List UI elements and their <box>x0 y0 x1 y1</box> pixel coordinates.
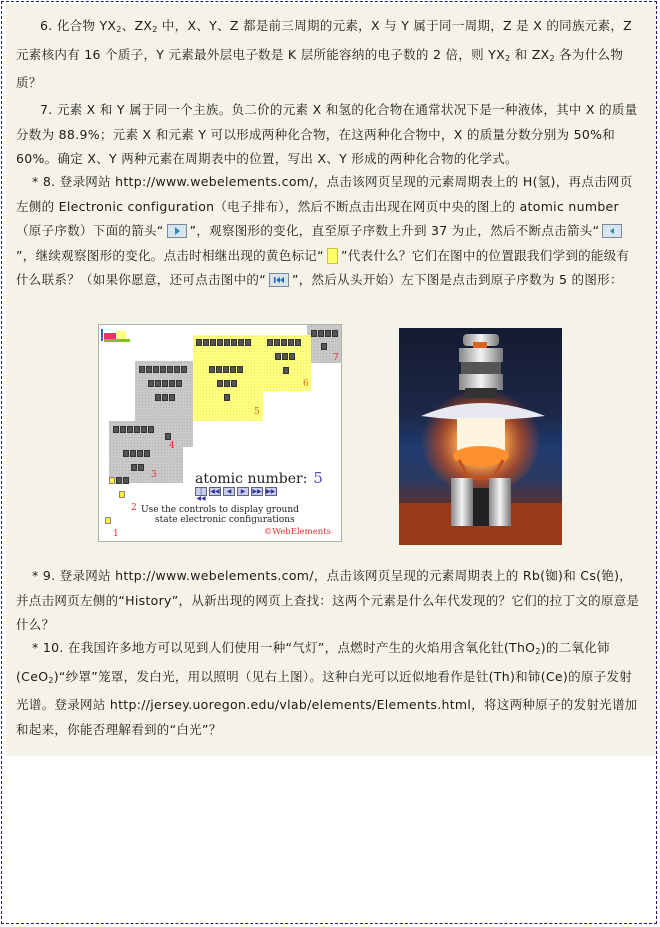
atomic-number-label: atomic number: 5 <box>195 469 323 487</box>
q6-number: 6. <box>40 18 53 33</box>
yellow-marker-icon <box>327 248 338 264</box>
rewind-start-icon <box>269 273 289 287</box>
shell-number-2: 2 <box>131 503 137 513</box>
legend-green <box>104 339 130 342</box>
step-back-button[interactable]: ◀ <box>223 487 235 496</box>
question-9: * 9. 登录网站 http://www.webelements.com/，点击该网页呈现的元素周期表上的 Rb(铷)和 Cs(铯)，并点击网页左侧的“History”，从新出现的网页上查找：这两个元素是什么年代发现的？它们的拉丁文的原意是什么？ <box>16 568 640 632</box>
fast-forward-button[interactable]: ▶▶ <box>252 488 262 495</box>
shell-number-3: 3 <box>151 470 157 480</box>
webelements-credit: ©WebElements <box>263 527 331 537</box>
question-6: 6. 化合物 $YX_2$、$ZX_2$ 中，X、Y、Z 都是前三周期的元素，X 与 Y 属于同一周期，Z 是 X 的同族元素，Z 元素核内有 16 个质子，Y 元素最外层电子数是 K 层所能容纳的电子数的 2 倍，则 $YX_2$ 和 $ZX_2$ 各为什么物质？ <box>16 18 633 90</box>
play-forward-icon <box>167 224 187 238</box>
question-8: * 8. 登录网站 http://www.webelements.com/，点击该网页呈现的元素周期表上的 H(氢)，再点击网页左侧的 Electronic configuration（电子排布），然后不断点击出现在网页中央的图上的 atomic number（原子序数）下面的箭头“ ”，观察图形的变化，直至原子序数上升到 37 为止，然后不断点击箭头“ ”，继续观察图形的变化。点击时相继出现的黄色标记“ ”代表什么？它们在图中的位置跟我们学到的能级有什么联系？（如果你愿意，还可点击图中的“ ”，然后从头开始）左下图是点击到原子序数为 5 的图形： <box>16 174 633 287</box>
question-10: * 10. 在我国许多地方可以见到人们使用一种“气灯”，点燃时产生的火焰用含氧化钍(ThO$_2$)的二氧化铈(CeO$_2$)“纱罩”笼罩，发白光，用以照明（见右上图）。这种白光可以近似地看作是钍(Th)和铈(Ce)的原子发射光谱。登录网站 http://jersey.uoregon.edu/vlab/elements/Elements.html，将这两种原子的发射光谱加和起来，你能否理解看到的“白光”？ <box>16 640 638 737</box>
step-back-icon <box>602 224 622 238</box>
shell-number-1: 1 <box>113 529 119 539</box>
q8-number: * 8. <box>32 174 56 189</box>
shell-5-block <box>193 335 263 421</box>
question-7: 7. 元素 X 和 Y 属于同一个主族。负二价的元素 X 和氢的化合物在通常状况下是一种液体，其中 X 的质量分数为 88.9%；元素 X 和元素 Y 可以形成两种化合物，在这两种化合物中，X 的质量分数分别为 50%和 60%。确定 X、Y 两种元素在周期表中的位置，写出 X、Y 形成的两种化合物的化学式。 <box>16 102 638 166</box>
q7-number: 7. <box>40 102 53 117</box>
rewind-button[interactable]: ◀◀ <box>210 488 220 495</box>
playback-controls <box>195 487 278 502</box>
q10-number: * 10. <box>32 640 64 655</box>
legend-yellow <box>116 331 126 339</box>
shell-number-5: 5 <box>254 407 260 417</box>
shell-number-6: 6 <box>303 379 309 389</box>
legend-bar <box>101 329 103 341</box>
step-forward-button[interactable]: ▶ <box>237 487 249 496</box>
lantern-illustration <box>399 328 562 545</box>
q9-number: * 9. <box>32 568 56 583</box>
last-button[interactable]: ▶▶| <box>266 488 278 495</box>
gas-lantern-photo <box>399 328 562 545</box>
first-button[interactable]: |◀◀ <box>196 488 206 502</box>
instruction-text: Use the controls to display ground state electronic configurations <box>141 505 299 525</box>
atomic-number-value: 5 <box>313 469 323 487</box>
shell-number-4: 4 <box>169 441 175 451</box>
shell-number-7: 7 <box>333 353 339 363</box>
electron-configuration-figure <box>98 324 342 542</box>
